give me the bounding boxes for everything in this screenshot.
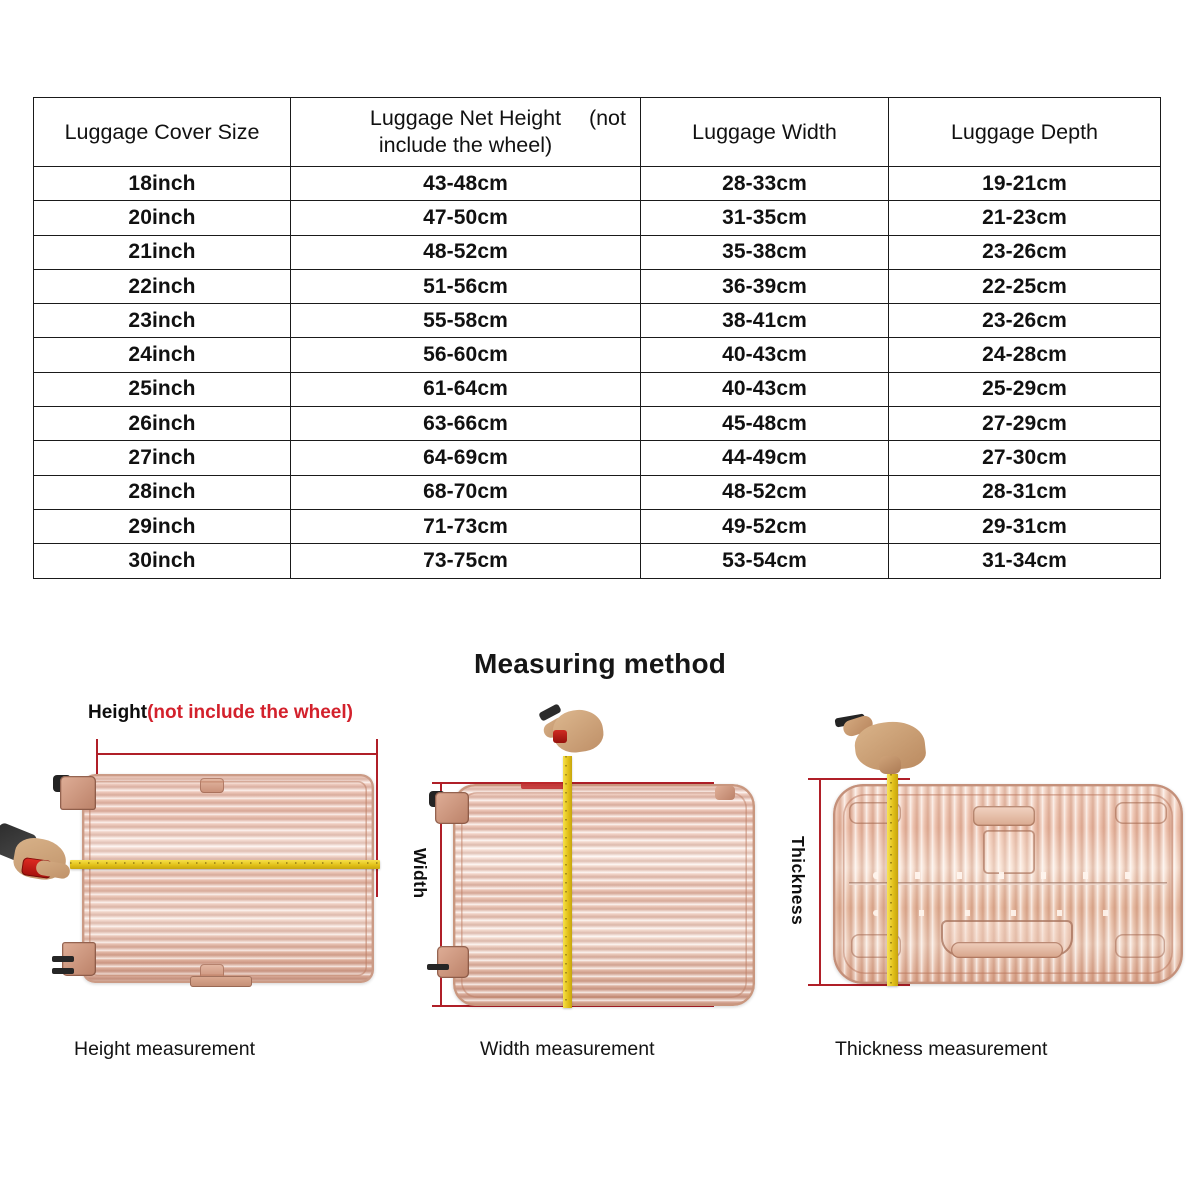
cell-width: 49-52cm (641, 509, 889, 543)
suitcase-latch-top (200, 778, 224, 793)
suitcase-front-view-image (453, 784, 755, 1006)
cell-depth: 19-21cm (889, 167, 1161, 201)
hand-holding-tape-icon (835, 716, 945, 782)
cell-width: 35-38cm (641, 235, 889, 269)
thickness-measurement-panel (775, 696, 1200, 1096)
table-row (34, 201, 1161, 235)
cell-size: 20inch (34, 201, 291, 235)
suitcase-red-tag (521, 782, 565, 789)
table-row (34, 407, 1161, 441)
cell-width: 40-43cm (641, 338, 889, 372)
suitcase2-wheel-bottom-left (427, 964, 449, 970)
cell-width: 40-43cm (641, 372, 889, 406)
suitcase-bottom-handle (190, 976, 252, 987)
cell-height: 61-64cm (291, 372, 641, 406)
cell-height: 73-75cm (291, 544, 641, 578)
table-header-row (34, 98, 1161, 167)
cell-size: 21inch (34, 235, 291, 269)
table-row (34, 269, 1161, 303)
measuring-panels (0, 696, 1200, 1096)
table-row (34, 509, 1161, 543)
table-row (34, 235, 1161, 269)
suitcase-wheel-bottom-left-a (52, 956, 74, 962)
cell-size: 30inch (34, 544, 291, 578)
cell-height: 51-56cm (291, 269, 641, 303)
height-label-black: Height (88, 702, 148, 723)
cell-size: 25inch (34, 372, 291, 406)
height-measurement-caption: Height measurement (74, 1038, 256, 1060)
cell-depth: 23-26cm (889, 304, 1161, 338)
header-height-second-line: include the wheel) (378, 133, 553, 157)
cell-depth: 27-29cm (889, 407, 1161, 441)
header-height-not-label: (not (588, 106, 626, 131)
cell-height: 68-70cm (291, 475, 641, 509)
luggage-size-table-container (33, 97, 1160, 572)
tape-measure-horizontal (70, 860, 380, 869)
cell-size: 27inch (34, 441, 291, 475)
cell-width: 48-52cm (641, 475, 889, 509)
height-measurement-panel (0, 696, 400, 1096)
cell-height: 47-50cm (291, 201, 641, 235)
header-luggage-cover-size: Luggage Cover Size (34, 98, 291, 167)
width-measurement-caption: Width measurement (480, 1038, 655, 1060)
cell-size: 26inch (34, 407, 291, 441)
table-row (34, 475, 1161, 509)
tape-reel-red (553, 730, 567, 743)
header-luggage-width: Luggage Width (641, 98, 889, 167)
cell-width: 45-48cm (641, 407, 889, 441)
cell-height: 48-52cm (291, 235, 641, 269)
cell-width: 44-49cm (641, 441, 889, 475)
thickness-vertical-label: Thickness (788, 836, 808, 926)
thickness-dimension-line (819, 778, 821, 986)
thickness-measurement-caption: Thickness measurement (835, 1038, 1048, 1060)
cell-depth: 29-31cm (889, 509, 1161, 543)
cell-width: 53-54cm (641, 544, 889, 578)
cell-width: 28-33cm (641, 167, 889, 201)
cell-size: 29inch (34, 509, 291, 543)
table-body (34, 167, 1161, 579)
tape-measure-vertical-width (563, 756, 572, 1008)
cell-size: 24inch (34, 338, 291, 372)
cell-height: 56-60cm (291, 338, 641, 372)
cell-depth: 27-30cm (889, 441, 1161, 475)
hand-holding-tape-icon (0, 826, 78, 892)
cell-height: 71-73cm (291, 509, 641, 543)
cell-size: 18inch (34, 167, 291, 201)
table-row (34, 441, 1161, 475)
height-overlay-label (88, 702, 353, 724)
table-row (34, 544, 1161, 578)
suitcase3-center-panel (983, 830, 1035, 874)
table-row (34, 304, 1161, 338)
height-dimension-line (96, 753, 377, 755)
width-measurement-panel (395, 696, 775, 1096)
suitcase-wheel-bottom-left-b (52, 968, 74, 974)
cell-height: 55-58cm (291, 304, 641, 338)
suitcase3-rivet-row-bottom (873, 910, 1141, 916)
cell-width: 31-35cm (641, 201, 889, 235)
cell-depth: 24-28cm (889, 338, 1161, 372)
hand-holding-tape-icon (535, 704, 615, 766)
measuring-method-title: Measuring method (473, 648, 727, 679)
suitcase3-corner-top-right (1115, 802, 1167, 824)
suitcase3-top-latch (973, 806, 1035, 826)
suitcase3-handle-recess (941, 920, 1073, 956)
cell-depth: 21-23cm (889, 201, 1161, 235)
suitcase3-rivet-row-top (873, 872, 1141, 879)
table-row (34, 167, 1161, 201)
tape-measure-vertical-thickness (887, 774, 898, 986)
cell-height: 63-66cm (291, 407, 641, 441)
width-vertical-label: Width (410, 848, 430, 899)
cell-size: 23inch (34, 304, 291, 338)
cell-width: 36-39cm (641, 269, 889, 303)
header-height-main-label: Luggage Net Height (369, 106, 562, 131)
suitcase-top-view-image (833, 784, 1183, 984)
header-luggage-depth: Luggage Depth (889, 98, 1161, 167)
suitcase2-corner-top-right (715, 786, 735, 800)
table-row (34, 372, 1161, 406)
cell-depth: 31-34cm (889, 544, 1161, 578)
suitcase3-handle-bar (951, 942, 1063, 958)
header-luggage-net-height (291, 98, 641, 167)
cell-depth: 25-29cm (889, 372, 1161, 406)
cell-depth: 23-26cm (889, 235, 1161, 269)
suitcase2-corner-top-left (435, 792, 469, 824)
cell-size: 22inch (34, 269, 291, 303)
luggage-size-table (33, 97, 1161, 579)
cell-depth: 28-31cm (889, 475, 1161, 509)
height-label-red: (not include the wheel) (147, 702, 353, 723)
suitcase2-corner-bottom-left (437, 946, 469, 978)
suitcase-side-view-image (82, 774, 374, 983)
suitcase3-foot-right (1115, 934, 1165, 958)
cell-size: 28inch (34, 475, 291, 509)
height-dimension-tick-right (376, 739, 378, 897)
table-row (34, 338, 1161, 372)
cell-height: 64-69cm (291, 441, 641, 475)
cell-height: 43-48cm (291, 167, 641, 201)
cell-depth: 22-25cm (889, 269, 1161, 303)
fingers-shape (879, 756, 901, 774)
cell-width: 38-41cm (641, 304, 889, 338)
suitcase-corner-top-left (60, 776, 96, 810)
